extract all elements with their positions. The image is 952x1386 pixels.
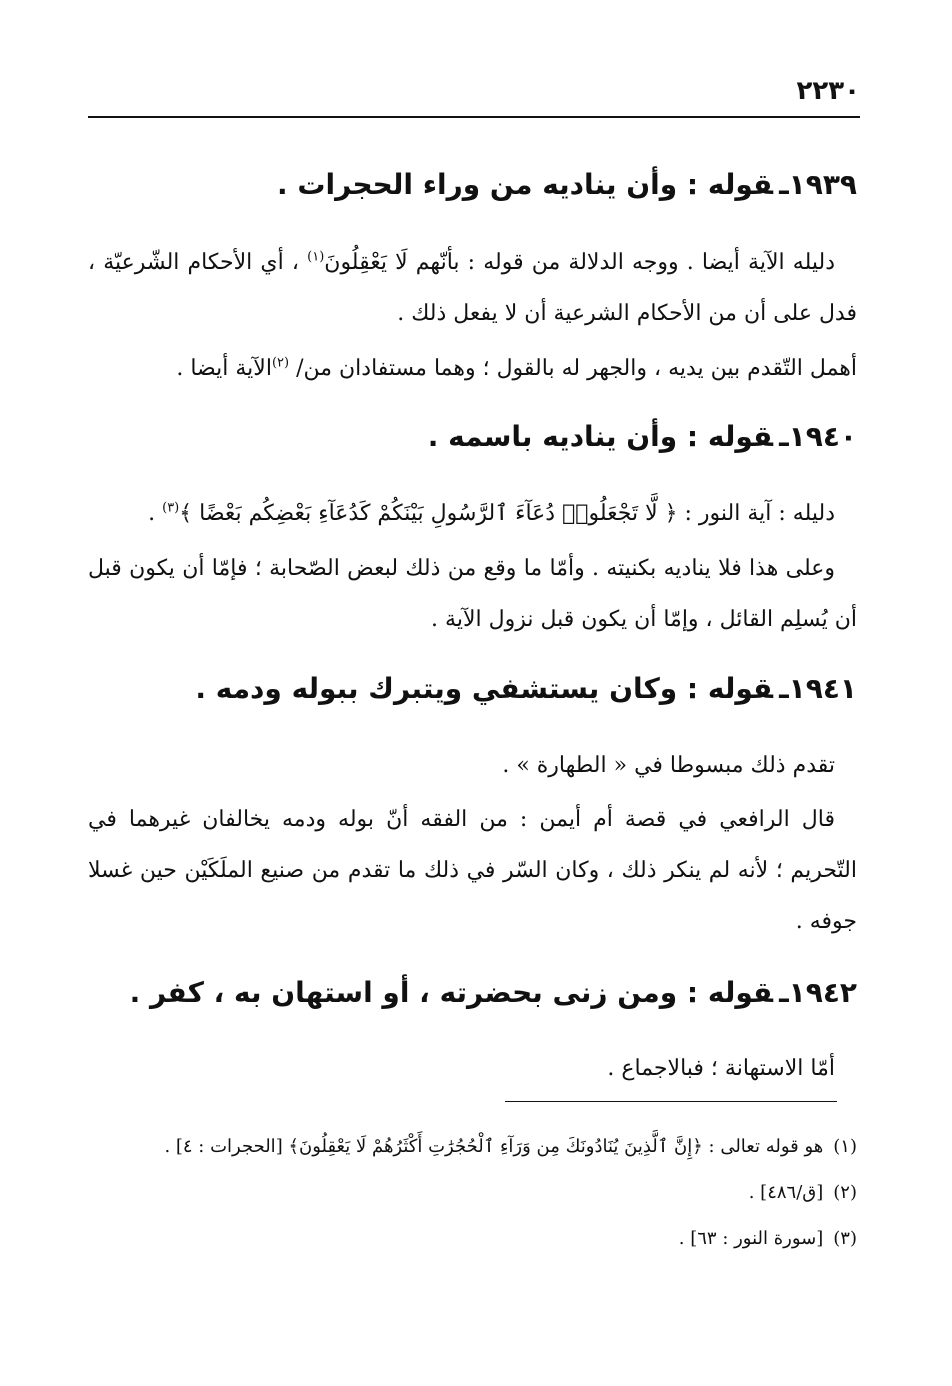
footnote-1 bbox=[88, 1126, 857, 1168]
paragraph bbox=[88, 543, 857, 645]
paragraph bbox=[88, 1043, 857, 1094]
section-title: قوله : وأن يناديه باسمه . bbox=[427, 420, 774, 453]
section-number: ١٩٤١ـ bbox=[779, 672, 857, 705]
page-number: ٢٢٣٠ bbox=[796, 76, 860, 106]
section-number: ١٩٣٩ـ bbox=[779, 168, 857, 201]
footnote-text: [سورة النور : ٦٣] . bbox=[678, 1228, 824, 1249]
footnote-text: [ق/٤٨٦] . bbox=[748, 1182, 824, 1203]
section-heading-1939 bbox=[88, 168, 857, 201]
footnote-separator bbox=[505, 1101, 837, 1102]
paragraph-text: ، أي الأحكام الشّرعيّة ، فدل على أن من الأحكام الشرعية أن لا يفعل ذلك . bbox=[88, 250, 857, 326]
section-number: ١٩٤٢ـ bbox=[779, 976, 857, 1009]
section-title: قوله : وأن يناديه من وراء الحجرات . bbox=[276, 168, 774, 201]
section-heading-1940 bbox=[88, 420, 857, 453]
paragraph bbox=[88, 237, 857, 339]
section-heading-1942 bbox=[88, 976, 857, 1009]
footnote-marker: (٣) bbox=[833, 1228, 857, 1249]
footnote-text: هو قوله تعالى : ﴿إِنَّ ٱلَّذِينَ يُنَادُونَكَ مِن وَرَآءِ ٱلْحُجُرَٰتِ أَكْثَرُهُمْ لَا يَعْقِلُونَ﴾ [الحجرات : ٤] . bbox=[164, 1136, 824, 1157]
section-title: قوله : وكان يستشفي ويتبرك ببوله ودمه . bbox=[195, 672, 774, 705]
paragraph bbox=[88, 740, 857, 791]
paragraph-text: أهمل التّقدم بين يديه ، والجهر له بالقول ؛ وهما مستفادان من/ bbox=[289, 356, 857, 381]
header-rule bbox=[88, 116, 860, 118]
section-number: ١٩٤٠ـ bbox=[779, 420, 857, 453]
paragraph bbox=[88, 794, 857, 947]
paragraph-text: وعلى هذا فلا يناديه بكنيته . وأمّا ما وقع من ذلك لبعض الصّحابة ؛ فإمّا أن يكون قبل أن يُسلِم القائل ، وإمّا أن يكون قبل نزول الآية . bbox=[88, 556, 857, 632]
footnote-ref[interactable]: (١) bbox=[307, 249, 325, 265]
section-title: قوله : ومن زنى بحضرته ، أو استهان به ، كفر . bbox=[129, 976, 774, 1009]
paragraph-text: أمّا الاستهانة ؛ فبالاجماع . bbox=[607, 1056, 835, 1081]
footnote-3 bbox=[88, 1218, 857, 1260]
paragraph bbox=[88, 488, 857, 539]
section-heading-1941 bbox=[88, 672, 857, 705]
footnote-marker: (١) bbox=[833, 1136, 857, 1157]
footnote-ref[interactable]: (٢) bbox=[271, 355, 290, 371]
paragraph-text: . bbox=[148, 501, 163, 526]
paragraph-text: قال الرافعي في قصة أم أيمن : من الفقه أنّ بوله ودمه يخالفان غيرهما في التّحريم ؛ لأنه لم ينكر ذلك ، وكان السّر في ذلك ما تقدم من صنيع الملَكَيْن حين غسلا جوفه . bbox=[88, 807, 857, 934]
footnote-ref[interactable]: (٣) bbox=[162, 500, 180, 516]
footnote-2 bbox=[88, 1172, 857, 1214]
paragraph-text: الآية أيضا . bbox=[176, 356, 272, 381]
footnote-marker: (٢) bbox=[833, 1182, 857, 1203]
paragraph-text: دليله الآية أيضا . ووجه الدلالة من قوله : بأنّهم لَا يَعْقِلُونَ bbox=[324, 250, 835, 275]
quran-verse: دليله : آية النور : ﴿ لَّا تَجْعَلُوا۟ دُعَآءَ ٱلرَّسُولِ بَيْنَكُمْ كَدُعَآءِ بَعْضِكُم بَعْضًا ﴾ bbox=[179, 501, 835, 526]
paragraph-text: تقدم ذلك مبسوطا في « الطهارة » . bbox=[502, 753, 835, 778]
paragraph bbox=[88, 343, 857, 394]
